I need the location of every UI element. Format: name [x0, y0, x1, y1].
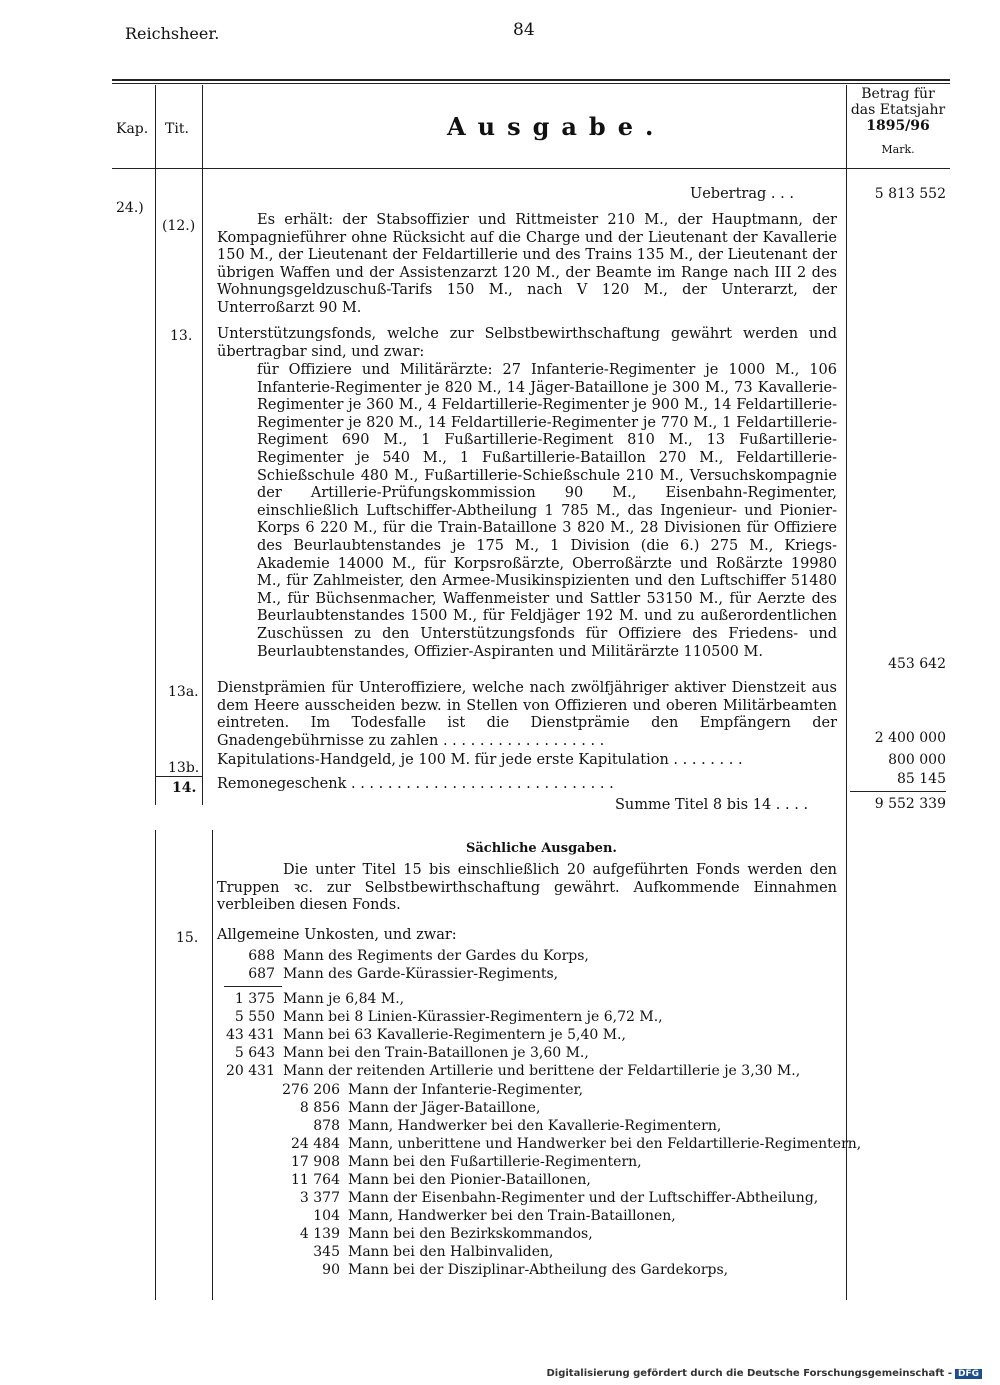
summe-amount: 9 552 339	[874, 796, 946, 812]
list-count: 3 377	[299, 1190, 340, 1206]
para-tit-13-body: für Offiziere und Militärärzte: 27 Infanterie-Regimenter je 1000 M., 106 Infanterie-Regimenter je 820 M., 14 Jäger-Bataillone je 300 M., 73 Kavallerie-Regimenter je 360 M., 4 Feldartillerie-Regimenter je 900 M., 14 Feldartillerie-Regimenter je 820 M., 14 Feldartillerie-Regimenter je 770 M., 1 Feldartillerie-Regiment 690 M., 1 Fußartillerie-Regiment 810 M., 13 Fußartillerie-Regimenter je 540 M., 1 Fußartillerie-Bataillon 270 M., Feldartillerie-Schießschule 480 M., Fußartillerie-Schießschule 210 M., Versuchskompagnie der Artillerie-Prüfungskommission 90 M., Eisenbahn-Regimenter, einschließlich Luftschiffer-Abtheilung 1 785 M., das Ingenieur- und Pionier-Korps 6 220 M., für die Train-Bataillone 3 820 M., 28 Divisionen für Offiziere des Beurlaubtenstandes je 175 M., 1 Division (die 6.) 275 M., Kriegs-Akademie 14000 M., für Korpsroßärzte, Oberroßärzte und Roßärzte 19980 M., für Zahlmeister, den Armee-Musikinspizienten und den Luftschiffer 51480 M., für Büchsenmacher, Waffenmeister und Sattler 53150 M., für Aerzte des Beurlaubtenstandes 1500 M., für Feldjäger 192 M. und zu außerordentlichen Zuschüssen zu den Unterstützungsfonds für Offiziere des Friedens- und Beurlaubtenstandes, Offizier-Aspiranten und Militärärzte 110500 M.	[257, 362, 837, 660]
list-count: 24 484	[291, 1136, 340, 1152]
list-row	[215, 1026, 800, 1044]
list-count: 104	[313, 1208, 340, 1224]
list-text: Mann der Eisenbahn-Regimenter und der Luftschiffer-Abtheilung,	[348, 1190, 819, 1206]
list-text: Mann bei den Halbinvaliden,	[348, 1244, 554, 1260]
list-text: Mann der Infanterie-Regimenter,	[348, 1082, 584, 1098]
tit-15: 15.	[176, 930, 199, 946]
list-row	[215, 947, 589, 965]
list-other-troops	[280, 1081, 861, 1279]
uebertrag-amount: 5 813 552	[874, 186, 946, 202]
list-count: 11 764	[291, 1172, 340, 1188]
list-row	[215, 1062, 800, 1080]
amount-header-unit: Mark.	[881, 143, 915, 156]
list-count: 8 856	[299, 1100, 340, 1116]
list-text: Mann, unberittene und Handwerker bei den Feldartillerie-Regimentern,	[348, 1136, 862, 1152]
list-text: Mann des Regiments der Gardes du Korps,	[283, 948, 589, 964]
list-text: Mann bei den Pionier-Bataillonen,	[348, 1172, 591, 1188]
footer-text: Digitalisierung gefördert durch die Deutsche Forschungsgemeinschaft -	[546, 1368, 952, 1379]
list-text: Mann bei den Train-Bataillonen je 3,60 M.,	[283, 1045, 589, 1061]
list-text: Mann des Garde-Kürassier-Regiments,	[283, 966, 559, 982]
list-text: Mann bei 63 Kavallerie-Regimentern je 5,40 M.,	[283, 1027, 626, 1043]
footer	[546, 1368, 982, 1379]
page-number: 84	[513, 20, 535, 40]
col-rule-tit	[202, 85, 203, 805]
list-count: 5 550	[234, 1009, 275, 1025]
list-row	[280, 1207, 861, 1225]
list-rule	[224, 986, 282, 987]
sum-rule	[850, 791, 946, 792]
col-head-kap: Kap.	[116, 121, 149, 137]
para-tit-15: Allgemeine Unkosten, und zwar:	[217, 927, 457, 943]
top-rule	[112, 79, 950, 81]
para-tit-12: Es erhält: der Stabsoffizier und Rittmeister 210 M., der Hauptmann, der Kompagnieführer ohne Rücksicht auf die Charge und der Lieutenant der Kavallerie 150 M., der Lieutenant der Feldartillerie und des Trains 135 M., der Lieutenant der übrigen Waffen und der Assistenzarzt 120 M., der Beamte im Range nach III 2 des Wohnungsgeldzuschuß-Tarifs 150 M., nach V 120 M., der Unterarzt, der Unterroßarzt 90 M.	[217, 212, 837, 316]
list-row	[215, 1044, 800, 1062]
para-tit-13a: Dienstprämien für Unteroffiziere, welche nach zwölfjähriger aktiver Dienstzeit aus dem Heere ausscheiden bezw. in Stellen von Offizieren und oberen Militärbeamten eintreten. Im Todesfalle ist die Dienstprämie den Empfängern der Gnadengebührnisse zu zahlen . . . . . . . . . . . . . . . . . .	[217, 680, 837, 749]
list-count: 5 643	[234, 1045, 275, 1061]
amount-14: 85 145	[897, 771, 946, 787]
tit-14: 14.	[172, 780, 197, 796]
col-rule-kap-2	[155, 830, 156, 1300]
col-rule-tit-2	[212, 830, 213, 1300]
list-row	[280, 1117, 861, 1135]
list-mounted	[215, 990, 800, 1080]
list-count: 687	[248, 966, 275, 982]
dfg-logo: DFG	[955, 1369, 982, 1379]
list-count: 688	[248, 948, 275, 964]
list-row	[215, 1008, 800, 1026]
col-rule-kap	[155, 85, 156, 805]
list-text: Mann bei der Disziplinar-Abtheilung des Gardekorps,	[348, 1262, 729, 1278]
list-row	[215, 965, 589, 983]
list-row	[280, 1243, 861, 1261]
list-text: Mann, Handwerker bei den Kavallerie-Regimentern,	[348, 1118, 722, 1134]
list-count: 43 431	[226, 1027, 275, 1043]
table-title: Ausgabe.	[447, 112, 666, 141]
para-tit-13b: Kapitulations-Handgeld, je 100 M. für jede erste Kapitulation . . . . . . . .	[217, 752, 743, 768]
list-row	[280, 1189, 861, 1207]
amount-header-line1: Betrag für	[861, 86, 935, 102]
list-text: Mann der reitenden Artillerie und berittene der Feldartillerie je 3,30 M.,	[283, 1063, 801, 1079]
para-tit-13-head: Unterstützungsfonds, welche zur Selbstbewirthschaftung gewährt werden und übertragbar sind, und zwar:	[217, 326, 837, 360]
list-row	[280, 1099, 861, 1117]
tit-rule	[155, 776, 202, 777]
uebertrag-label: Uebertrag . . .	[690, 186, 794, 202]
amount-13b: 800 000	[888, 752, 946, 768]
list-text: Mann bei 8 Linien-Kürassier-Regimentern je 6,72 M.,	[283, 1009, 663, 1025]
list-count: 276 206	[282, 1082, 340, 1098]
list-guard-cavalry	[215, 947, 589, 983]
kap-number: 24.)	[116, 200, 144, 216]
tit-13: 13.	[170, 328, 193, 344]
amount-header	[846, 86, 950, 158]
top-rule-thin	[112, 83, 950, 84]
head-rule	[112, 168, 950, 169]
list-text: Mann, Handwerker bei den Train-Bataillonen,	[348, 1208, 676, 1224]
summe-label: Summe Titel 8 bis 14 . . . .	[615, 797, 809, 813]
tit-12: (12.)	[162, 218, 196, 234]
amount-13a: 2 400 000	[874, 730, 946, 746]
amount-header-line2: das Etatsjahr	[850, 102, 946, 118]
list-text: Mann je 6,84 M.,	[283, 991, 405, 1007]
amount-13: 453 642	[888, 656, 946, 672]
tit-13a: 13a.	[168, 684, 199, 700]
amount-header-year: 1895/96	[866, 118, 930, 134]
para-tit-14: Remonegeschenk . . . . . . . . . . . . . . . . . . . . . . . . . . . . .	[217, 776, 614, 792]
tit-13b: 13b.	[168, 760, 200, 776]
list-row	[280, 1171, 861, 1189]
list-count: 90	[322, 1262, 340, 1278]
list-text: Mann bei den Bezirkskommandos,	[348, 1226, 593, 1242]
list-row	[280, 1081, 861, 1099]
col-head-tit: Tit.	[165, 121, 189, 137]
list-row	[215, 990, 800, 1008]
section-intro: Die unter Titel 15 bis einschließlich 20 aufgeführten Fonds werden den Truppen ꝛc. zur Selbstbewirthschaftung gewährt. Aufkommende Einnahmen verbleiben diesen Fonds.	[217, 862, 837, 914]
list-text: Mann bei den Fußartillerie-Regimentern,	[348, 1154, 642, 1170]
list-row	[280, 1153, 861, 1171]
list-count: 345	[313, 1244, 340, 1260]
list-count: 17 908	[291, 1154, 340, 1170]
list-count: 1 375	[234, 991, 275, 1007]
list-text: Mann der Jäger-Bataillone,	[348, 1100, 541, 1116]
list-count: 878	[313, 1118, 340, 1134]
running-head: Reichsheer.	[125, 24, 220, 43]
list-row	[280, 1261, 861, 1279]
list-row	[280, 1225, 861, 1243]
section-title: Sächliche Ausgaben.	[466, 841, 617, 856]
list-count: 20 431	[226, 1063, 275, 1079]
list-count: 4 139	[299, 1226, 340, 1242]
list-row	[280, 1135, 861, 1153]
